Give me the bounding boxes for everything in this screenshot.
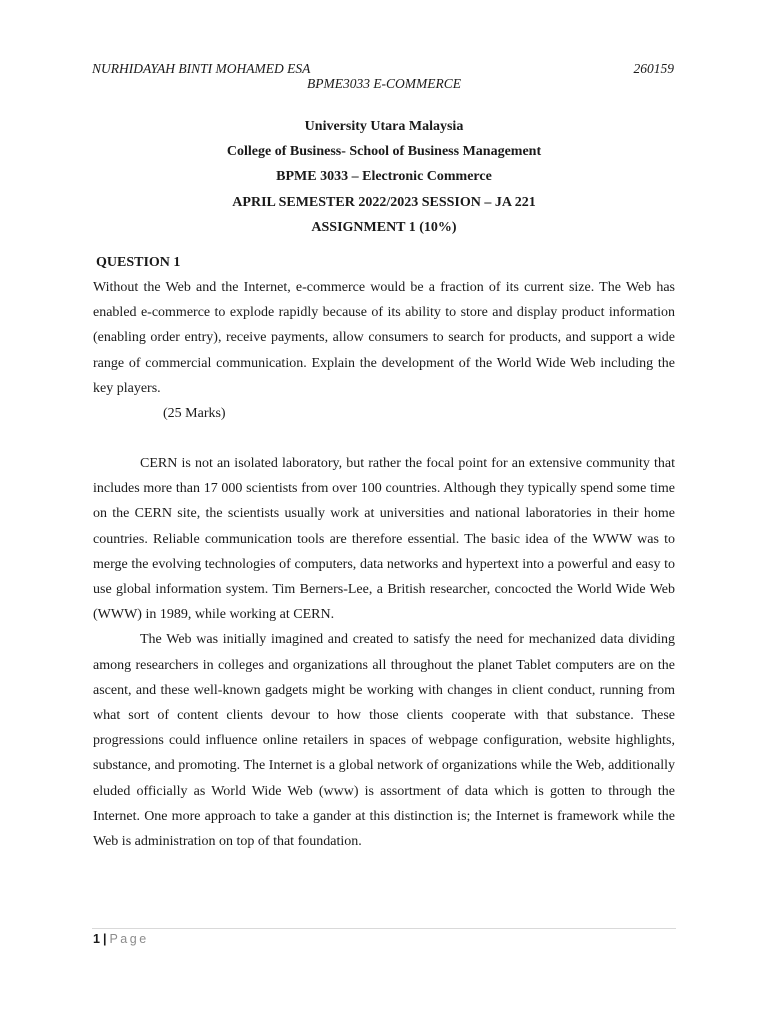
- university-name: University Utara Malaysia: [304, 119, 464, 134]
- question-text: Without the Web and the Internet, e-commerce would be a fraction of its current size. The Web has enabled e-commerce to explode rapidly because of its ability to store and display product information (enabling order entry), receive payments, allow consumers to search for products, and support a wide range of commercial communication. Explain the development of the World Wide Web including the key players.: [93, 280, 675, 396]
- footer-divider: [92, 928, 676, 929]
- page-footer: [93, 931, 149, 947]
- college-name: College of Business- School of Business Management: [226, 144, 542, 160]
- marks-label: (25 Marks): [163, 406, 226, 421]
- semester-line: APRIL SEMESTER 2022/2023 SESSION – JA 221: [232, 194, 536, 210]
- assignment-title: ASSIGNMENT 1 (10%): [311, 219, 457, 235]
- student-id: 260159: [633, 61, 674, 76]
- header-course-code: BPME3033 E-COMMERCE: [306, 76, 462, 91]
- paragraph: The Web was initially imagined and created to satisfy the need for mechanized data dividing among researchers in colleges and organizations all throughout the planet Tablet computers are on the ascent, and these well-known gadgets might be working with changes in client conduct, running from what sort of content clients devour to how those clients cooperate with that substance. These progressions could influence online retailers in spaces of webpage configuration, website highlights, substance, and promoting. The Internet is a global network of organizations while the Web, additionally eluded officially as World Wide Web (www) is assortment of data which is gotten to through the Internet. One more approach to take a gander at this distinction is; the Internet is framework while the Web is administration on top of that foundation.: [93, 632, 675, 850]
- page-label: Page: [109, 932, 149, 946]
- course-title: BPME 3033 – Electronic Commerce: [276, 169, 492, 185]
- title-block: [0, 114, 768, 240]
- footer-separator: |: [102, 932, 107, 946]
- answer-body: [93, 451, 675, 854]
- page-number: 1: [93, 932, 100, 946]
- question-heading: QUESTION 1: [96, 255, 181, 270]
- paragraph: CERN is not an isolated laboratory, but rather the focal point for an extensive community that includes more than 17 000 scientists from over 100 countries. Although they typically spend some time on the CERN site, the scientists usually work at universities and national laboratories in their home countries. Reliable communication tools are therefore essential. The basic idea of the WWW was to merge the evolving technologies of computers, data networks and hypertext into a powerful and easy to use global information system. Tim Berners-Lee, a British researcher, concocted the World Wide Web (WWW) in 1989, while working at CERN.: [93, 456, 675, 623]
- author-name: NURHIDAYAH BINTI MOHAMED ESA: [92, 61, 311, 76]
